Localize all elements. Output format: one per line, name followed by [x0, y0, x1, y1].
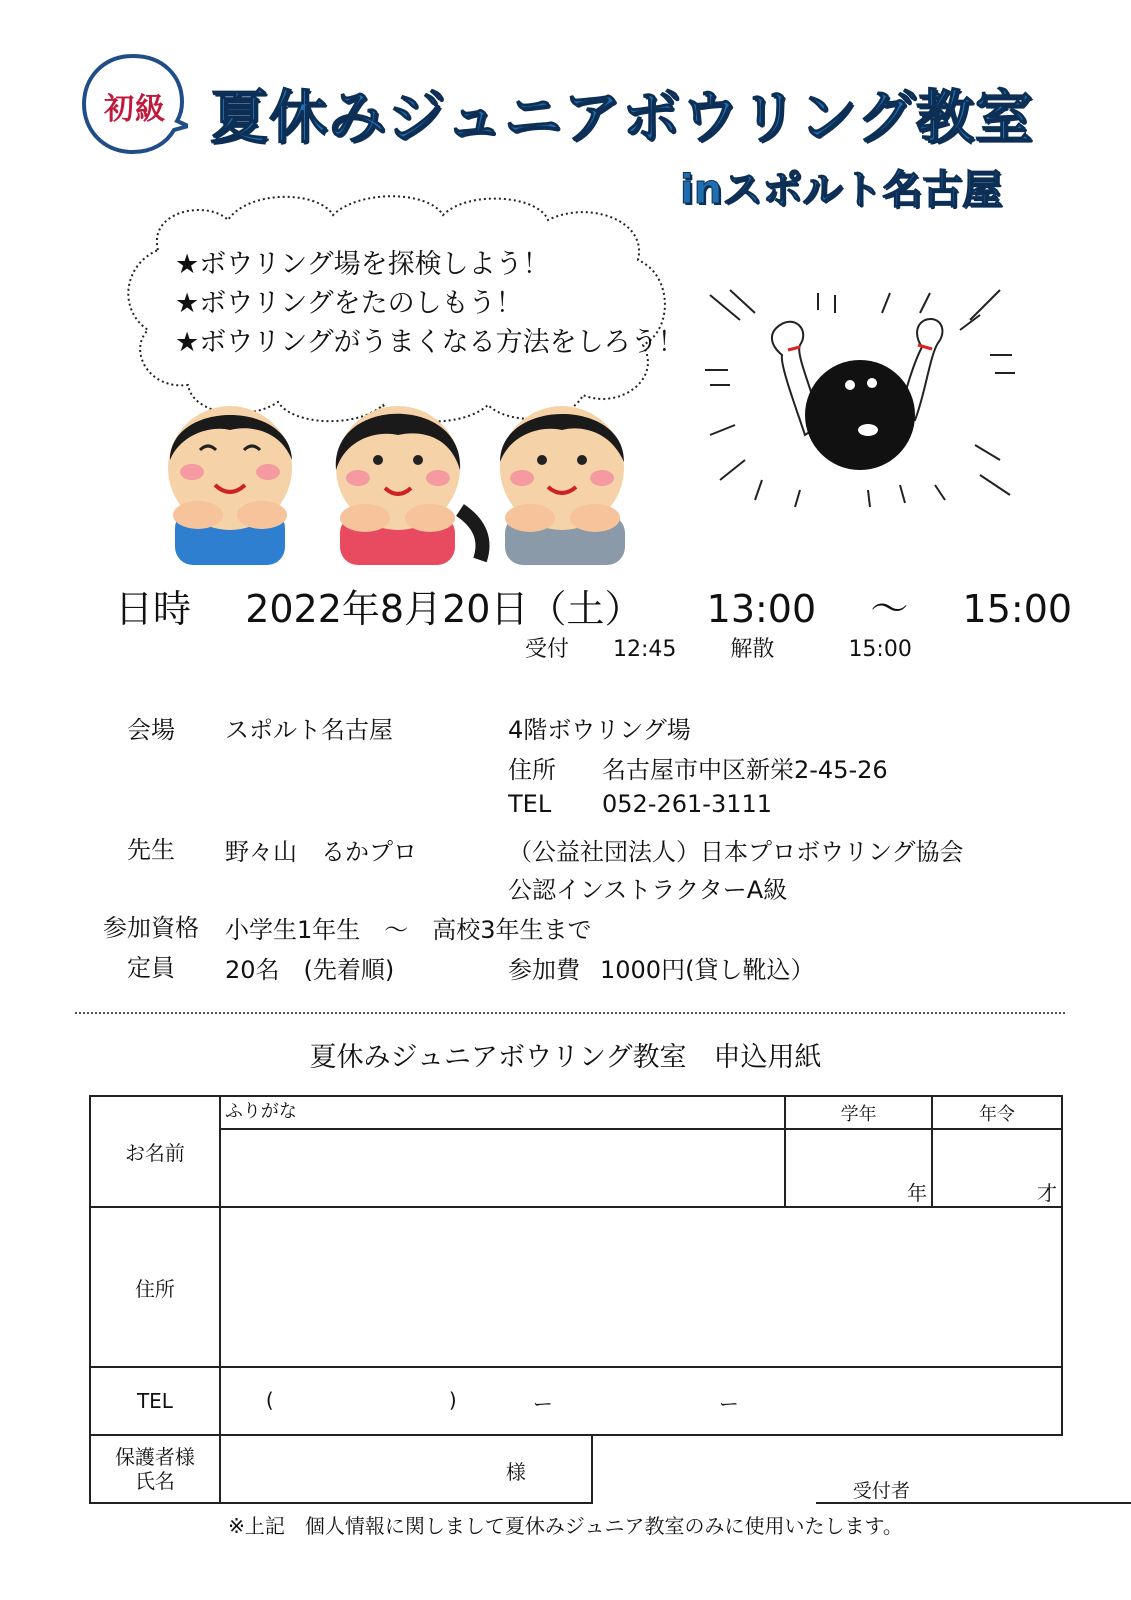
address-input[interactable] [220, 1207, 1062, 1367]
teacher-cert: 公認インストラクターA級 [508, 876, 788, 904]
guardian-box [221, 1436, 593, 1504]
guardian-label: 保護者様 氏名 [90, 1435, 220, 1503]
venue-name: スポルト名古屋 [225, 716, 393, 744]
venue-floor: 4階ボウリング場 [508, 716, 691, 744]
reception-time: 12:45 [613, 637, 677, 662]
fee-value: 1000円(貸し靴込） [600, 956, 815, 984]
schedule-end: 15:00 [962, 587, 1073, 631]
fee-label: 参加費 [508, 956, 580, 984]
address-value: 名古屋市中区新栄2-45-26 [602, 756, 888, 784]
tel-input[interactable] [220, 1367, 1062, 1435]
tel-paren-close: ) [448, 1388, 457, 1412]
bowling-ball-pins-icon [700, 285, 1030, 525]
privacy-note: ※上記 個人情報に関しまして夏休みジュニア教室のみに使用いたします。 [228, 1514, 903, 1538]
cloud-bullets [175, 245, 685, 362]
reception-line [525, 632, 912, 663]
divider [75, 1012, 1065, 1014]
venue-label: 会場 [127, 716, 175, 744]
application-form [89, 1095, 1063, 1504]
tel-field-label: TEL [90, 1367, 220, 1435]
schedule-tilde: ～ [870, 587, 909, 631]
address-field-label: 住所 [90, 1207, 220, 1367]
grade-input[interactable] [785, 1129, 932, 1207]
tel-dash-1: ー [532, 1392, 553, 1416]
name-label: お名前 [90, 1096, 220, 1207]
age-input[interactable] [932, 1129, 1062, 1207]
tel-value: 052-261-3111 [602, 790, 773, 818]
capacity-label: 定員 [127, 954, 175, 982]
name-input[interactable] [220, 1129, 785, 1207]
boy-left-icon [168, 406, 292, 565]
address-label: 住所 [508, 756, 556, 784]
girl-middle-icon [336, 406, 483, 565]
reception-label: 受付 [525, 637, 570, 662]
grade-unit: 年 [907, 1181, 928, 1205]
tel-label: TEL [508, 790, 552, 818]
schedule-label: 日時 [115, 587, 192, 631]
teacher-name: 野々山 るかプロ [225, 838, 417, 866]
age-label: 年令 [932, 1096, 1062, 1129]
schedule-line [115, 578, 1072, 633]
teacher-label: 先生 [127, 836, 175, 864]
capacity-value: 20名 (先着順) [225, 956, 395, 984]
age-unit: 才 [1037, 1181, 1057, 1205]
receiver-label: 受付者 [852, 1480, 910, 1502]
dismiss-time: 15:00 [848, 637, 912, 662]
kids-illustration [160, 390, 640, 565]
cloud-bullet: ★ボウリングがうまくなる方法をしろう！ [175, 327, 685, 358]
guardian-input[interactable] [220, 1435, 1062, 1503]
page-title: 夏休みジュニアボウリング教室 [210, 83, 1034, 151]
form-title: 夏休みジュニアボウリング教室 申込用紙 [309, 1042, 822, 1073]
receiver-line [816, 1502, 1131, 1504]
teacher-org: （公益社団法人）日本プロボウリング協会 [508, 838, 964, 866]
qualification-label: 参加資格 [103, 914, 199, 942]
boy-right-icon [500, 406, 625, 565]
cloud-bullet: ★ボウリング場を探検しよう！ [175, 249, 550, 280]
dismiss-label: 解散 [730, 637, 775, 662]
furigana-label: ふりがな [220, 1096, 785, 1129]
grade-label: 学年 [785, 1096, 932, 1129]
qualification-value: 小学生1年生 ～ 高校3年生まで [225, 916, 592, 944]
guardian-suffix: 様 [505, 1460, 526, 1484]
tel-dash-2: ー [718, 1392, 739, 1416]
schedule-date: 2022年8月20日（土） [245, 587, 643, 631]
schedule-start: 13:00 [706, 587, 817, 631]
page-subtitle: inスポルト名古屋 [680, 167, 1003, 213]
cloud-bullet: ★ボウリングをたのしもう！ [175, 288, 523, 319]
level-badge: 初級 [104, 92, 166, 127]
tel-paren-open: ( [265, 1388, 274, 1412]
